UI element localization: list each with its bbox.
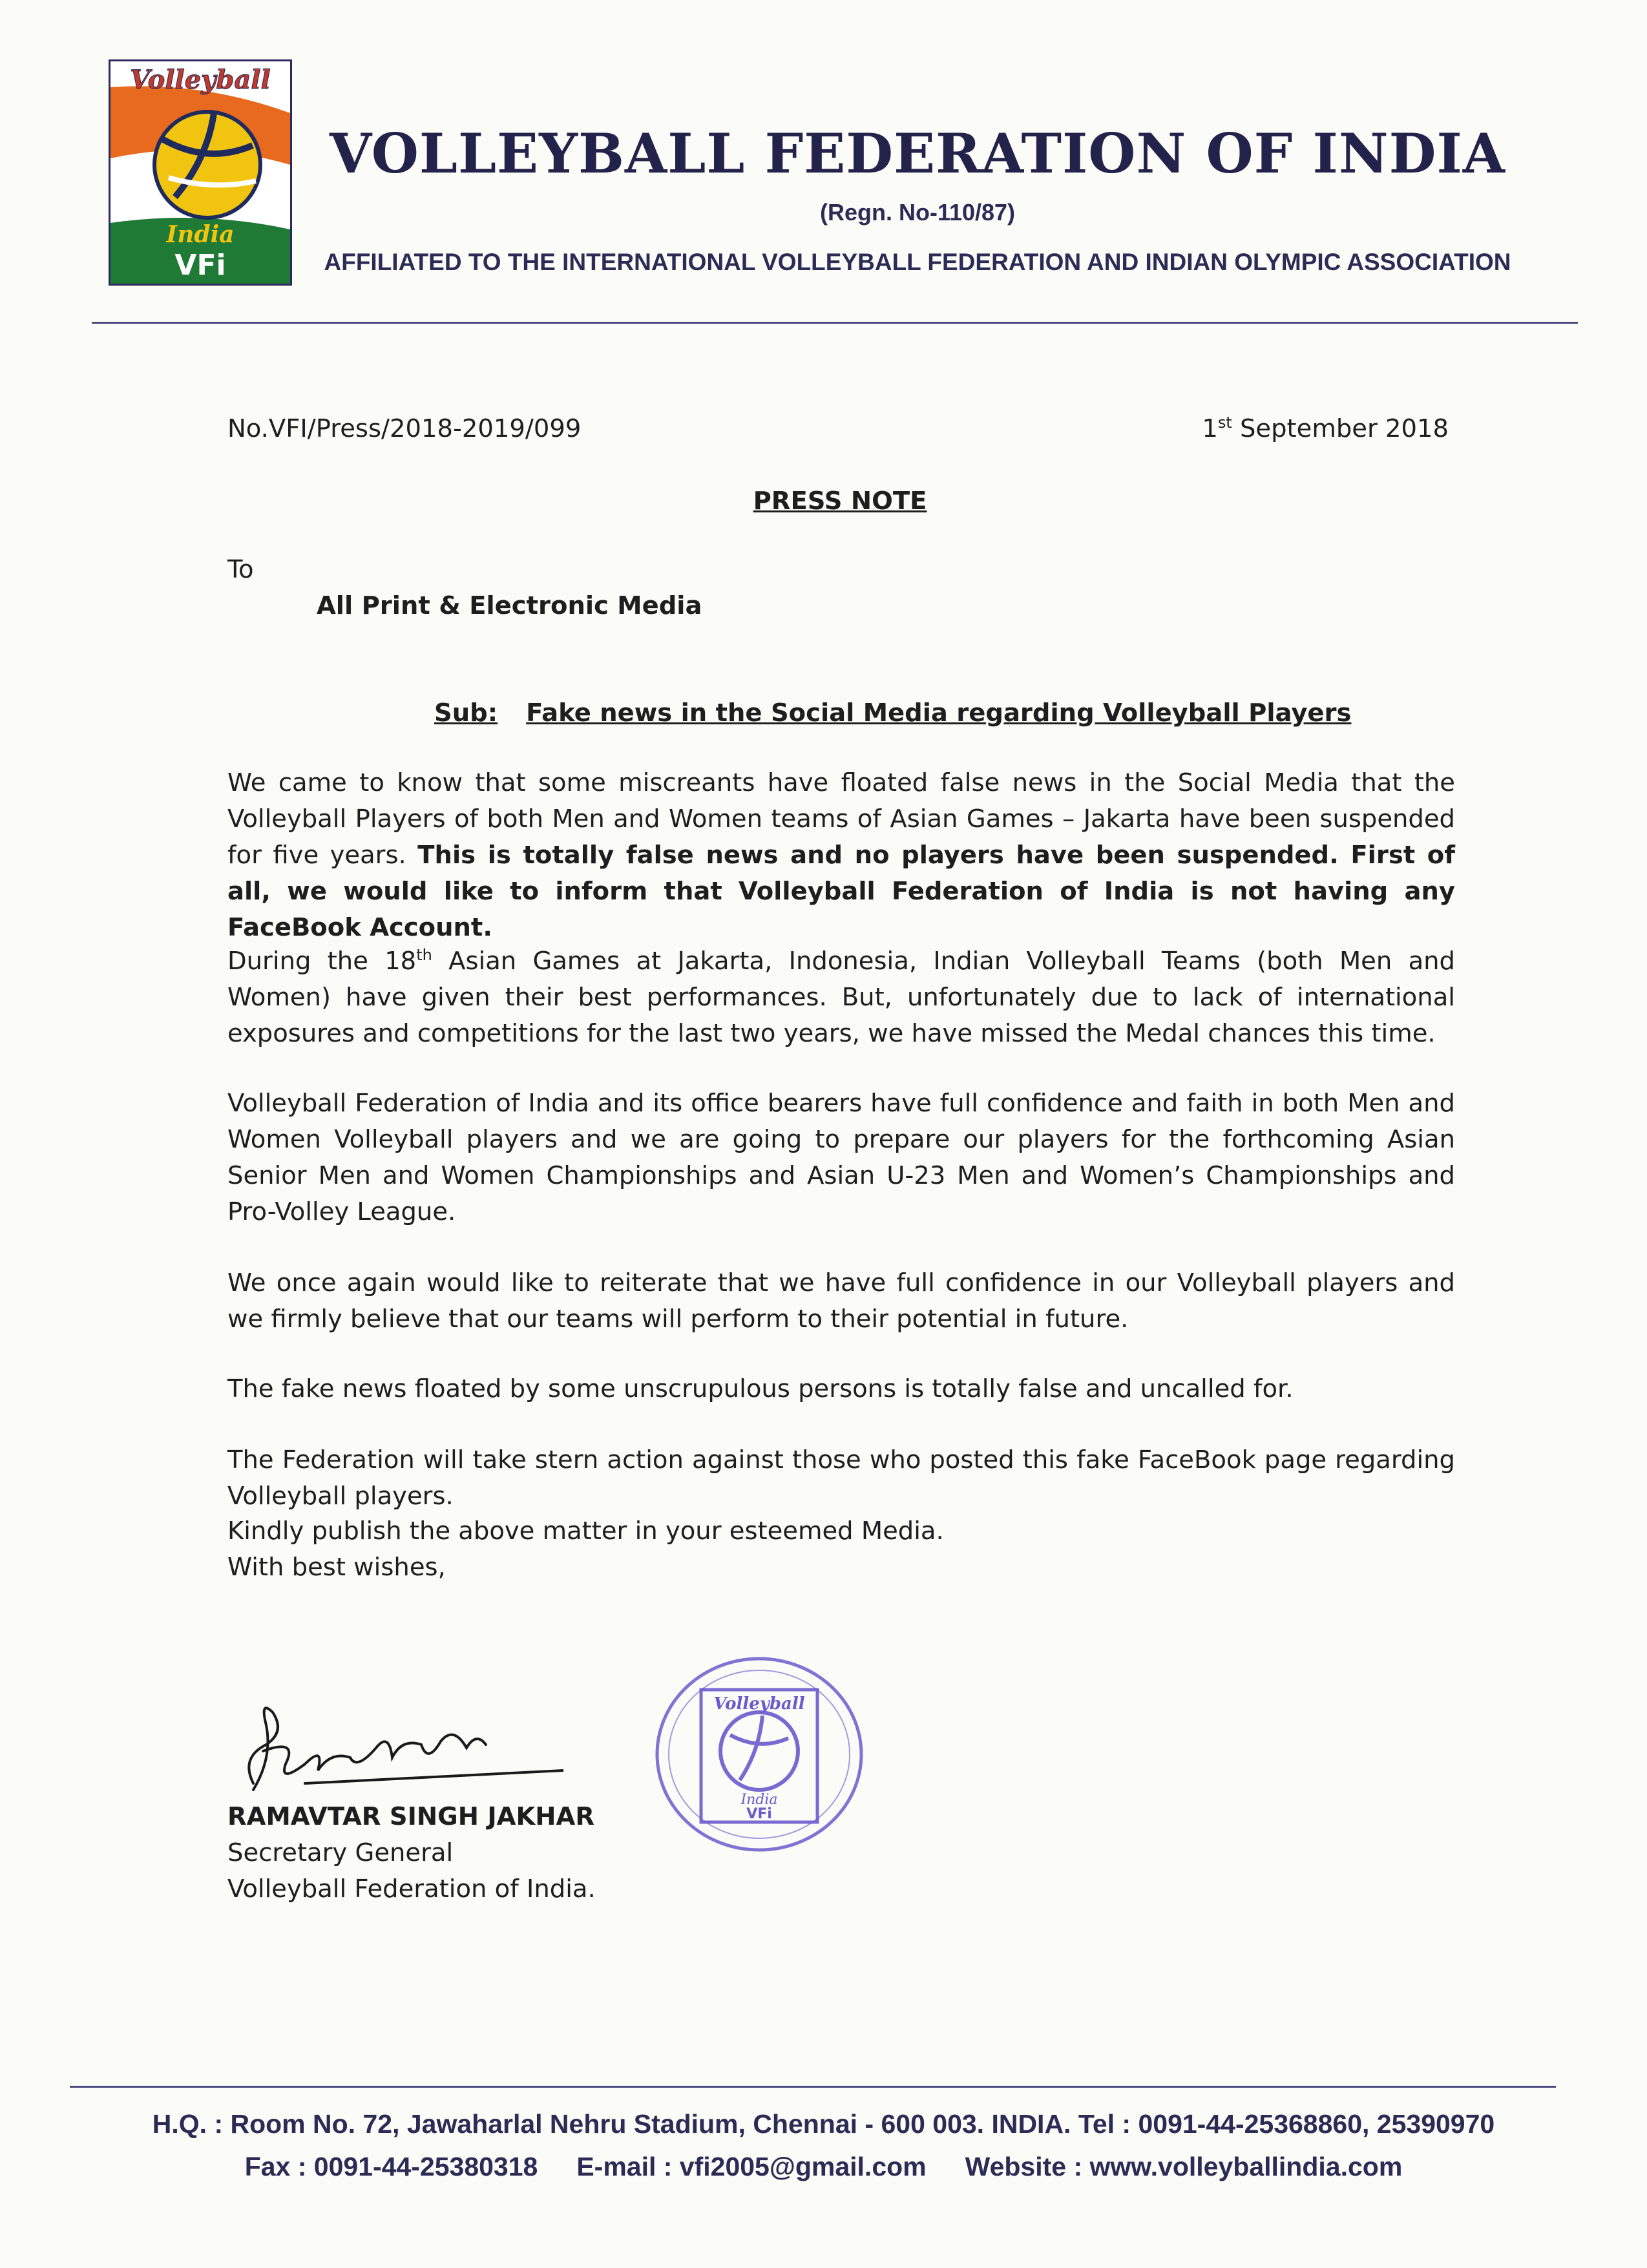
footer-contact-line (39, 2152, 1608, 2182)
paragraph-3: Volleyball Federation of India and its office bearers have full confidence and faith in both Men and Women Volleyball players and we are going to prepare our players for the forthcoming Asian Senior Men and Women Championships and Asian U-23 Men and Women’s Championships and Pro-Volley League. (227, 1089, 1455, 1226)
paragraph-2-start: During the 18 (227, 947, 417, 976)
subject-text: Fake news in the Social Media regarding Volleyball Players (526, 698, 1352, 728)
footer-fax: Fax : 0091-44-25380318 (244, 2152, 538, 2181)
header-divider (92, 322, 1578, 324)
vfi-logo (109, 59, 292, 286)
footer-address-line: H.Q. : Room No. 72, Jawaharlal Nehru Stadium, Chennai - 600 003. INDIA. Tel : 0091-44-25368860, 25390970 (152, 2109, 1495, 2139)
subject-label: Sub: (434, 698, 498, 728)
paragraph-2-rest: Asian Games at Jakarta, Indonesia, Indian Volleyball Teams (both Men and Women) have given their best performances. But, unfortunately due to lack of international exposures and competitions for the last two years, we have missed the Medal chances this time. (227, 947, 1455, 1048)
paragraph-6: The Federation will take stern action against those who posted this fake FaceBook page regarding Volleyball players. (227, 1445, 1455, 1511)
affiliation-line: AFFILIATED TO THE INTERNATIONAL VOLLEYBALL FEDERATION AND INDIAN OLYMPIC ASSOCIATION (324, 249, 1511, 275)
recipient: All Print & Electronic Media (317, 591, 702, 620)
date-day: 1 (1202, 414, 1218, 443)
paragraph-4: We once again would like to reiterate that we have full confidence in our Volleyball players and we firmly believe that our teams will perform to their potential in future. (227, 1268, 1455, 1334)
subject-line (434, 695, 1351, 731)
logo-abbr: VFi (174, 249, 226, 282)
paragraph-2 (227, 943, 1455, 1052)
footer-email: E-mail : vfi2005@gmail.com (576, 2152, 927, 2181)
paragraph-1-normal: We came to know that some miscreants have floated false news in the Social Media that the Volleyball Players of both Men and Women teams of Asian Games – Jakarta have been suspended for five years. (227, 768, 1455, 870)
paragraph-5: The fake news floated by some unscrupulous persons is totally false and uncalled for. (227, 1374, 1294, 1403)
closing-line: With best wishes, (227, 1553, 446, 1582)
date-suffix: st (1217, 414, 1232, 432)
seal-abbr: VFi (746, 1806, 772, 1822)
letter-date (1098, 411, 1449, 447)
official-seal (653, 1654, 866, 1854)
paragraph-1-bold: This is totally false news and no players have been suspended. First of all, we would like to inform that Volleyball Federation of India is not having any FaceBook Account. (227, 841, 1456, 942)
signer-title: Secretary General (227, 1838, 454, 1867)
paragraph-7: Kindly publish the above matter in your esteemed Media. (227, 1517, 944, 1546)
org-name: VOLLEYBALL FEDERATION OF INDIA (330, 121, 1505, 185)
press-note-heading: PRESS NOTE (753, 487, 927, 516)
paragraph-2-sup: th (416, 946, 432, 965)
paragraph-1 (227, 765, 1455, 946)
handwritten-signature (227, 1686, 563, 1796)
to-label: To (227, 555, 254, 584)
seal-top-text: Volleyball (713, 1694, 805, 1714)
footer-website: Website : www.volleyballindia.com (965, 2152, 1403, 2181)
reference-number: No.VFI/Press/2018-2019/099 (227, 414, 582, 443)
seal-bottom-text: India (740, 1792, 778, 1808)
footer-divider (70, 2086, 1556, 2088)
registration-number: (Regn. No-110/87) (819, 199, 1016, 226)
signer-name: RAMAVTAR SINGH JAKHAR (227, 1802, 594, 1831)
logo-bottom-text: India (166, 221, 235, 248)
date-rest: September 2018 (1232, 414, 1449, 443)
signer-organization: Volleyball Federation of India. (227, 1874, 596, 1904)
logo-top-text: Volleyball (130, 65, 271, 95)
